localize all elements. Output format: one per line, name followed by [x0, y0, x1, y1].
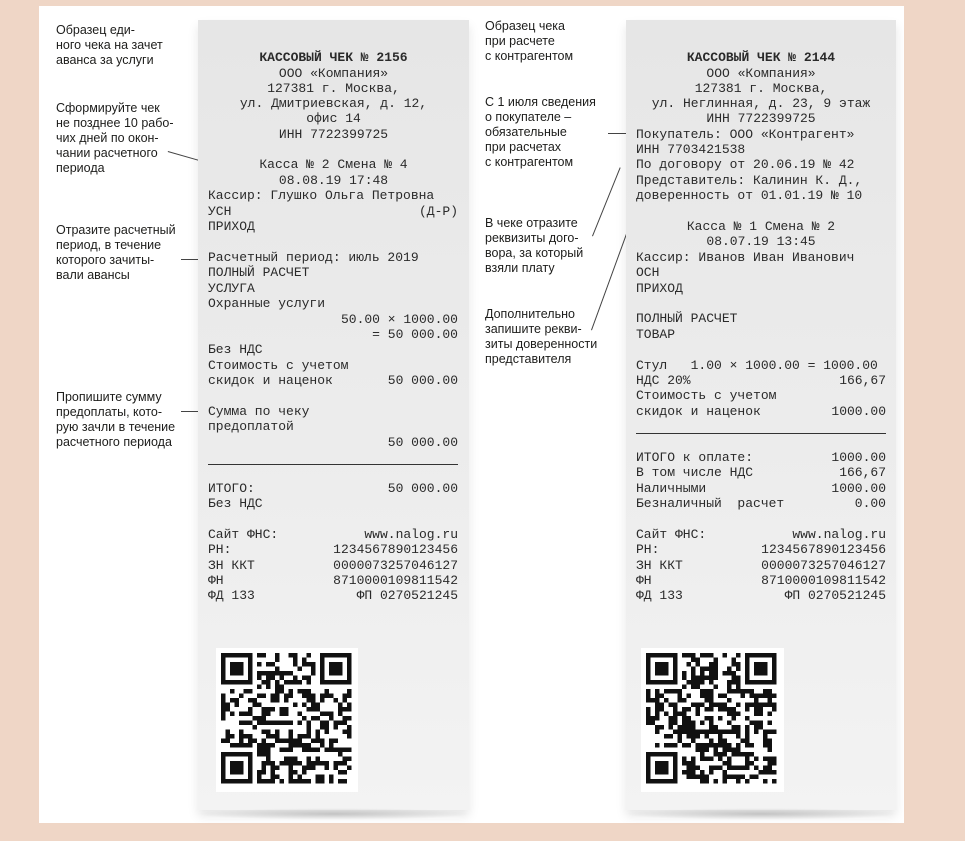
receipt1-total-label: ИТОГО:	[208, 481, 255, 496]
receipt1-eq: = 50 000.00	[372, 327, 458, 342]
receipt1-addr2: ул. Дмитриевская, д. 12,	[239, 96, 428, 111]
receipt1-datetime: 08.08.19 17:48	[278, 173, 389, 188]
receipt1-fn: 8710000109811542	[333, 573, 458, 588]
receipt1-total-vat: Без НДС	[208, 496, 263, 511]
receipt2-zn: 0000073257046127	[761, 558, 886, 573]
receipt2-total-val: 1000.00	[831, 450, 886, 465]
receipt2-card-val: 0.00	[854, 496, 886, 511]
receipt2-incl-vat-label: В том числе НДС	[636, 465, 754, 480]
note-prepayment: Пропишите сумму предоплаты, кото- рую зачли в течение расчетного периода	[56, 390, 176, 449]
receipt1-prepay1: Сумма по чеку	[208, 404, 310, 419]
receipt1-qty: 50.00 × 1000.00	[340, 312, 458, 327]
receipt1-vat: Без НДС	[208, 342, 263, 357]
receipt2-site: www.nalog.ru	[792, 527, 886, 542]
receipt2-type: ПРИХОД	[636, 281, 683, 296]
receipt1-shift: Касса № 2 Смена № 4	[259, 157, 408, 172]
receipt1-subject: УСЛУГА	[208, 281, 255, 296]
note-sample-contractor: Образец чека при расчете с контрагентом	[485, 19, 574, 63]
note-period: Отразите расчетный период, в течение которого зачиты- вали авансы	[56, 223, 176, 282]
note-power-of-attorney: Дополнительно запишите рекви- зиты доверенности представителя	[485, 307, 598, 366]
note-buyer-info: С 1 июля сведения о покупателе – обязательные при расчетах с контрагентом	[485, 95, 596, 169]
receipt1-rn-label: РН:	[208, 542, 232, 557]
receipt2-datetime: 08.07.19 13:45	[706, 234, 816, 249]
receipt1-period: Расчетный период: июль 2019	[208, 250, 419, 265]
receipt2-org: ООО «Компания»	[706, 66, 816, 81]
receipt2-divider	[636, 433, 886, 434]
receipt1-item: Охранные услуги	[208, 296, 326, 311]
receipt2-cost-val: 1000.00	[831, 404, 886, 419]
receipt1-addr3: офис 14	[306, 111, 361, 126]
receipt1-title: КАССОВЫЙ ЧЕК № 2156	[259, 50, 408, 65]
note-deadline: Сформируйте чек не позднее 10 рабо- чих дней по окон- чании расчетного периода	[56, 101, 174, 175]
receipt2-fn: 8710000109811542	[761, 573, 886, 588]
receipt2-buyer: Покупатель: ООО «Контрагент»	[636, 127, 855, 142]
receipt1-calc: ПОЛНЫЙ РАСЧЕТ	[208, 265, 310, 280]
receipt1-cashier: Кассир: Глушко Ольга Петровна	[208, 188, 435, 203]
receipt2-inn: ИНН 7722399725	[706, 111, 816, 126]
receipt2-fp: ФП 0270521245	[784, 588, 886, 603]
receipt1-site: www.nalog.ru	[364, 527, 458, 542]
receipt2-fn-label: ФН	[636, 573, 652, 588]
receipt1-zn-label: ЗН ККТ	[208, 558, 255, 573]
receipt1-divider	[208, 464, 458, 465]
receipt2-incl-vat-val: 166,67	[839, 465, 886, 480]
receipt1-type: ПРИХОД	[208, 219, 255, 234]
receipt1-inn: ИНН 7722399725	[278, 127, 389, 142]
receipt1-org: ООО «Компания»	[278, 66, 389, 81]
receipt2-vat-label: НДС 20%	[636, 373, 691, 388]
receipt2-cost1: Стоимость с учетом	[636, 388, 777, 403]
note-contract: В чеке отразите реквизиты дого- вора, за который взяли плату	[485, 216, 584, 275]
receipt1-total-val: 50 000.00	[387, 481, 458, 496]
receipt2-shift: Касса № 1 Смена № 2	[686, 219, 836, 234]
receipt2-cash-label: Наличными	[636, 481, 707, 496]
receipt1-addr1: 127381 г. Москва,	[267, 81, 400, 96]
receipt2-addr1: 127381 г. Москва,	[694, 81, 828, 96]
receipt1-tax: УСН	[208, 204, 232, 219]
receipt1-site-label: Сайт ФНС:	[208, 527, 279, 542]
receipt2-cashier: Кассир: Иванов Иван Иванович	[636, 250, 855, 265]
receipt2-rep2: доверенность от 01.01.19 № 10	[636, 188, 863, 203]
receipt2-contract: По договору от 20.06.19 № 42	[636, 157, 855, 172]
receipt2-buyer-inn: ИНН 7703421538	[636, 142, 746, 157]
receipt2-zn-label: ЗН ККТ	[636, 558, 683, 573]
receipt2-total-label: ИТОГО к оплате:	[636, 450, 754, 465]
note-sample-advance: Образец еди- ного чека на зачет аванса за услуги	[56, 23, 163, 67]
receipt2-subject: ТОВАР	[636, 327, 676, 342]
receipt1-rn: 1234567890123456	[333, 542, 458, 557]
receipt2-cost2: скидок и наценок	[636, 404, 761, 419]
receipt1-prepay-val: 50 000.00	[387, 435, 458, 450]
receipt2-addr2: ул. Неглинная, д. 23, 9 этаж	[651, 96, 871, 111]
receipt1-qr-code	[216, 648, 358, 792]
receipt2-calc: ПОЛНЫЙ РАСЧЕТ	[636, 311, 738, 326]
receipt1-tax-code: (Д-Р)	[418, 204, 458, 219]
receipt2-vat-val: 166,67	[839, 373, 886, 388]
receipt2-title: КАССОВЫЙ ЧЕК № 2144	[686, 50, 836, 65]
receipt1-fp: ФП 0270521245	[356, 588, 458, 603]
receipt2-rn: 1234567890123456	[761, 542, 886, 557]
receipt1-zn: 0000073257046127	[333, 558, 458, 573]
receipt1-cost1: Стоимость с учетом	[208, 358, 349, 373]
receipt2-rep1: Представитель: Калинин К. Д.,	[636, 173, 863, 188]
receipt2-rn-label: РН:	[636, 542, 660, 557]
receipt1-prepay2: предоплатой	[208, 419, 294, 434]
receipt2-cash-val: 1000.00	[831, 481, 886, 496]
receipt1-cost2: скидок и наценок	[208, 373, 333, 388]
receipt1-fn-label: ФН	[208, 573, 224, 588]
receipt2-card-label: Безналичный расчет	[636, 496, 785, 511]
receipt2-fd: ФД 133	[636, 588, 683, 603]
receipt1-fd: ФД 133	[208, 588, 255, 603]
receipt2-site-label: Сайт ФНС:	[636, 527, 707, 542]
receipt2-tax: ОСН	[636, 265, 660, 280]
receipt1-cost-val: 50 000.00	[387, 373, 458, 388]
receipt2-item: Стул 1.00 × 1000.00 = 1000.00	[636, 358, 878, 373]
receipt2-qr-code	[641, 648, 784, 792]
